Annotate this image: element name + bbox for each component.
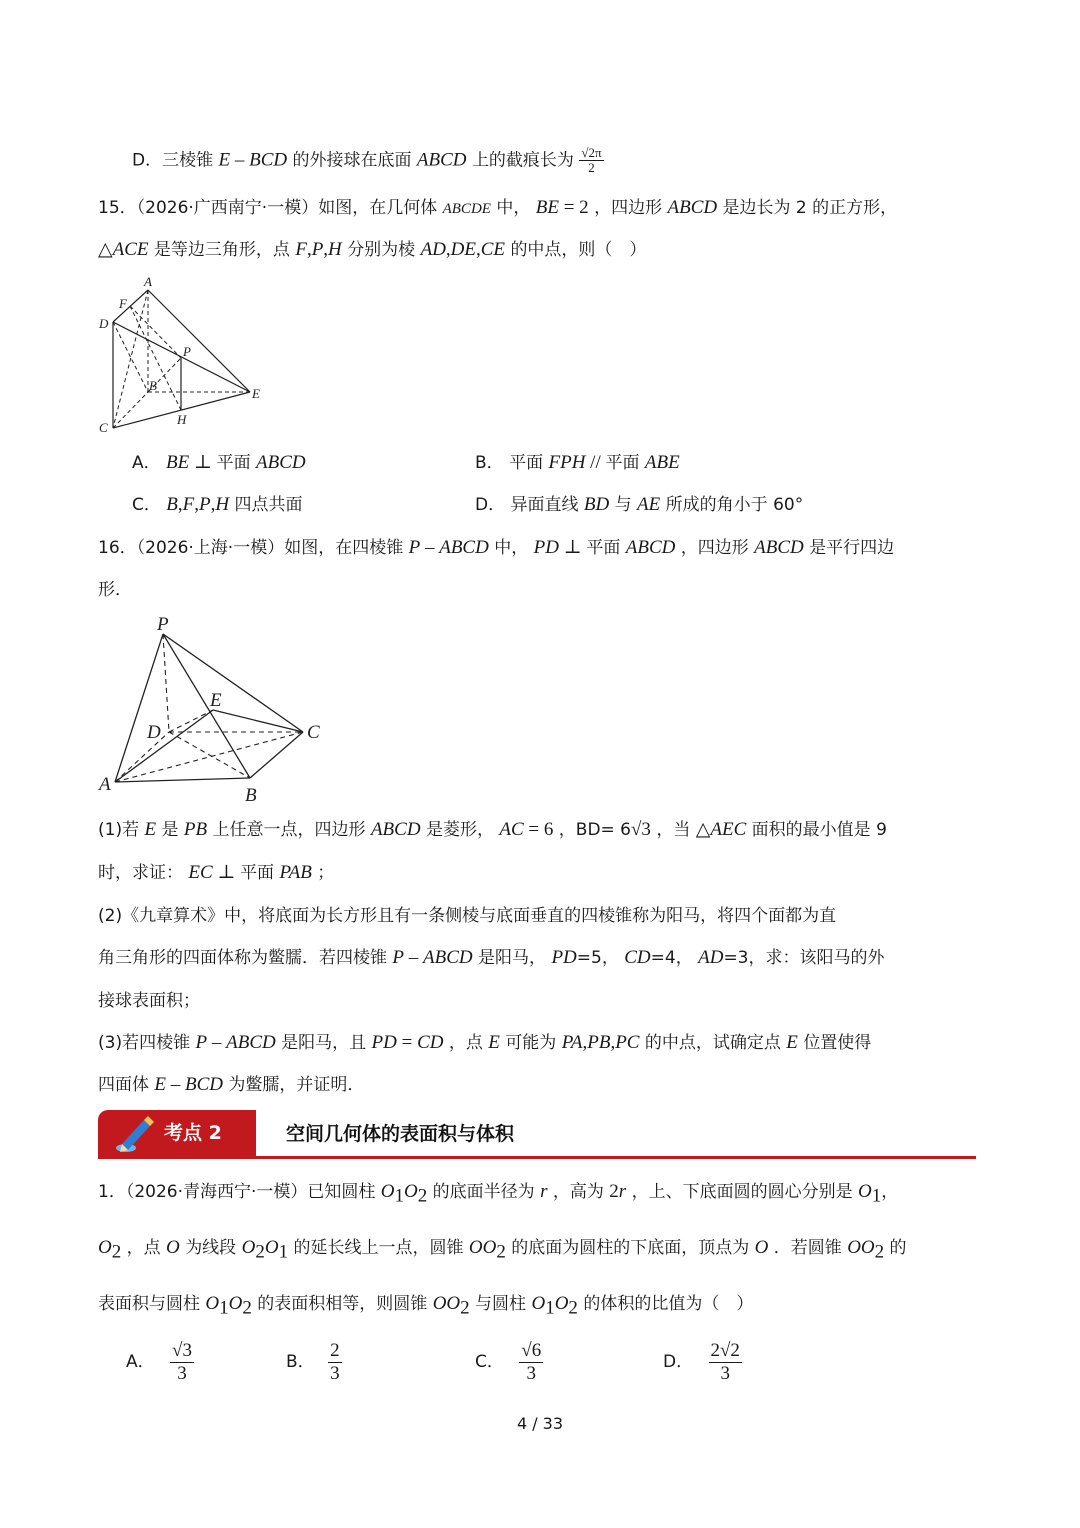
section-title: 空间几何体的表面积与体积	[286, 1123, 515, 1145]
q15-figure	[95, 272, 275, 438]
q15-option-a: A． BE ⊥ 平面 ABCD	[132, 452, 306, 473]
q15-line1: 15．（2026·广西南宁·一模）如图，在几何体 ABCDE 中， BE = 2 ，四边形 ABCD 是边长为 2 的正方形，	[98, 197, 898, 218]
q16-part1-line2: 时，求证： EC ⊥ 平面 PAB ；	[98, 862, 335, 883]
q16-part3-line1: (3)若四棱锥 P – ABCD 是阳马，且 PD = CD ，点 E 可能为 PA,PB,PC 的中点，试确定点 E 位置使得	[98, 1032, 872, 1053]
label-p: P	[183, 344, 191, 359]
section-badge-label: 考点 2	[164, 1122, 222, 1144]
label-f: F	[119, 296, 127, 311]
label-e: E	[210, 690, 222, 711]
label-h: H	[177, 412, 187, 427]
q16-part2-line2: 角三角形的四面体称为鳖臑．若四棱锥 P – ABCD 是阳马， PD=5， CD=4， AD=3，求：该阳马的外	[98, 947, 885, 968]
q16-line2: 形．	[98, 580, 132, 600]
q1-line2: $O_2$ ，点 O 为线段 $O_2O_1$ 的延长线上一点，圆锥 $OO_2$ 的底面为圆柱的下底面，顶点为 O ．若圆锥 $OO_2$ 的	[98, 1237, 907, 1263]
page-number: 4 / 33	[516, 1414, 564, 1433]
q15-option-c: C． B,F,P,H 四点共面	[132, 494, 303, 515]
q15-option-b: B． 平面 FPH // 平面 ABE	[475, 452, 680, 473]
q16-part1-line1: (1)若 E 是 PB 上任意一点，四边形 ABCD 是菱形， AC = 6 ，BD= 6√3 ，当 △AEC 面积的最小值是 9	[98, 819, 887, 840]
label-b: B	[149, 378, 157, 393]
label-d: D	[147, 722, 161, 743]
q16-figure	[95, 612, 335, 808]
fraction: $\frac{√2\pi}{2}$	[581, 145, 602, 175]
q16-part2-line3: 接球表面积；	[98, 991, 200, 1011]
q15-option-d: D． 异面直线 BD 与 AE 所成的角小于 60°	[475, 494, 804, 515]
q16-part3-line2: 四面体 E – BCD 为鳖臑，并证明．	[98, 1074, 365, 1095]
label-e: E	[252, 386, 260, 401]
q14-option-d: D．三棱锥 E – BCD 的外接球在底面 ABCD 上的截痕长为 $\frac{√2\pi}{2}$	[132, 145, 602, 175]
label-c: C	[307, 722, 320, 743]
q1-option-c: C． $\frac{√6}{3}$	[475, 1339, 542, 1384]
section-divider	[98, 1156, 976, 1159]
q1-option-a: A． $\frac{√3}{3}$	[126, 1339, 192, 1384]
q1-option-b: B． $\frac{2}{3}$	[286, 1339, 340, 1384]
q1-line3: 表面积与圆柱 $O_1O_2$ 的表面积相等，则圆锥 $OO_2$ 与圆柱 $O_1O_2$ 的体积的比值为（ ）	[98, 1293, 754, 1319]
q1-line1: 1．（2026·青海西宁·一模）已知圆柱 $O_1O_2$ 的底面半径为 r ，高为 2r ，上、下底面圆的圆心分别是 $O_1$，	[98, 1181, 899, 1207]
q16-part2-line1: (2)《九章算术》中，将底面为长方形且有一条侧棱与底面垂直的四棱锥称为阳马，将四个面都为直	[98, 906, 837, 926]
label-a: A	[144, 274, 152, 289]
label-b: B	[245, 785, 257, 806]
q15-line2: △ACE 是等边三角形，点 F,P,H 分别为棱 AD,DE,CE 的中点，则（ ）	[98, 239, 647, 260]
q1-option-d: D． $\frac{2√2}{3}$	[663, 1339, 740, 1384]
q16-line1: 16．（2026·上海·一模）如图，在四棱锥 P – ABCD 中， PD ⊥ 平面 ABCD ，四边形 ABCD 是平行四边	[98, 537, 895, 558]
pencil-icon	[112, 1114, 156, 1154]
label-d: D	[99, 316, 109, 331]
label-a: A	[99, 774, 111, 795]
label-p: P	[157, 614, 169, 635]
label-c: C	[99, 420, 108, 435]
